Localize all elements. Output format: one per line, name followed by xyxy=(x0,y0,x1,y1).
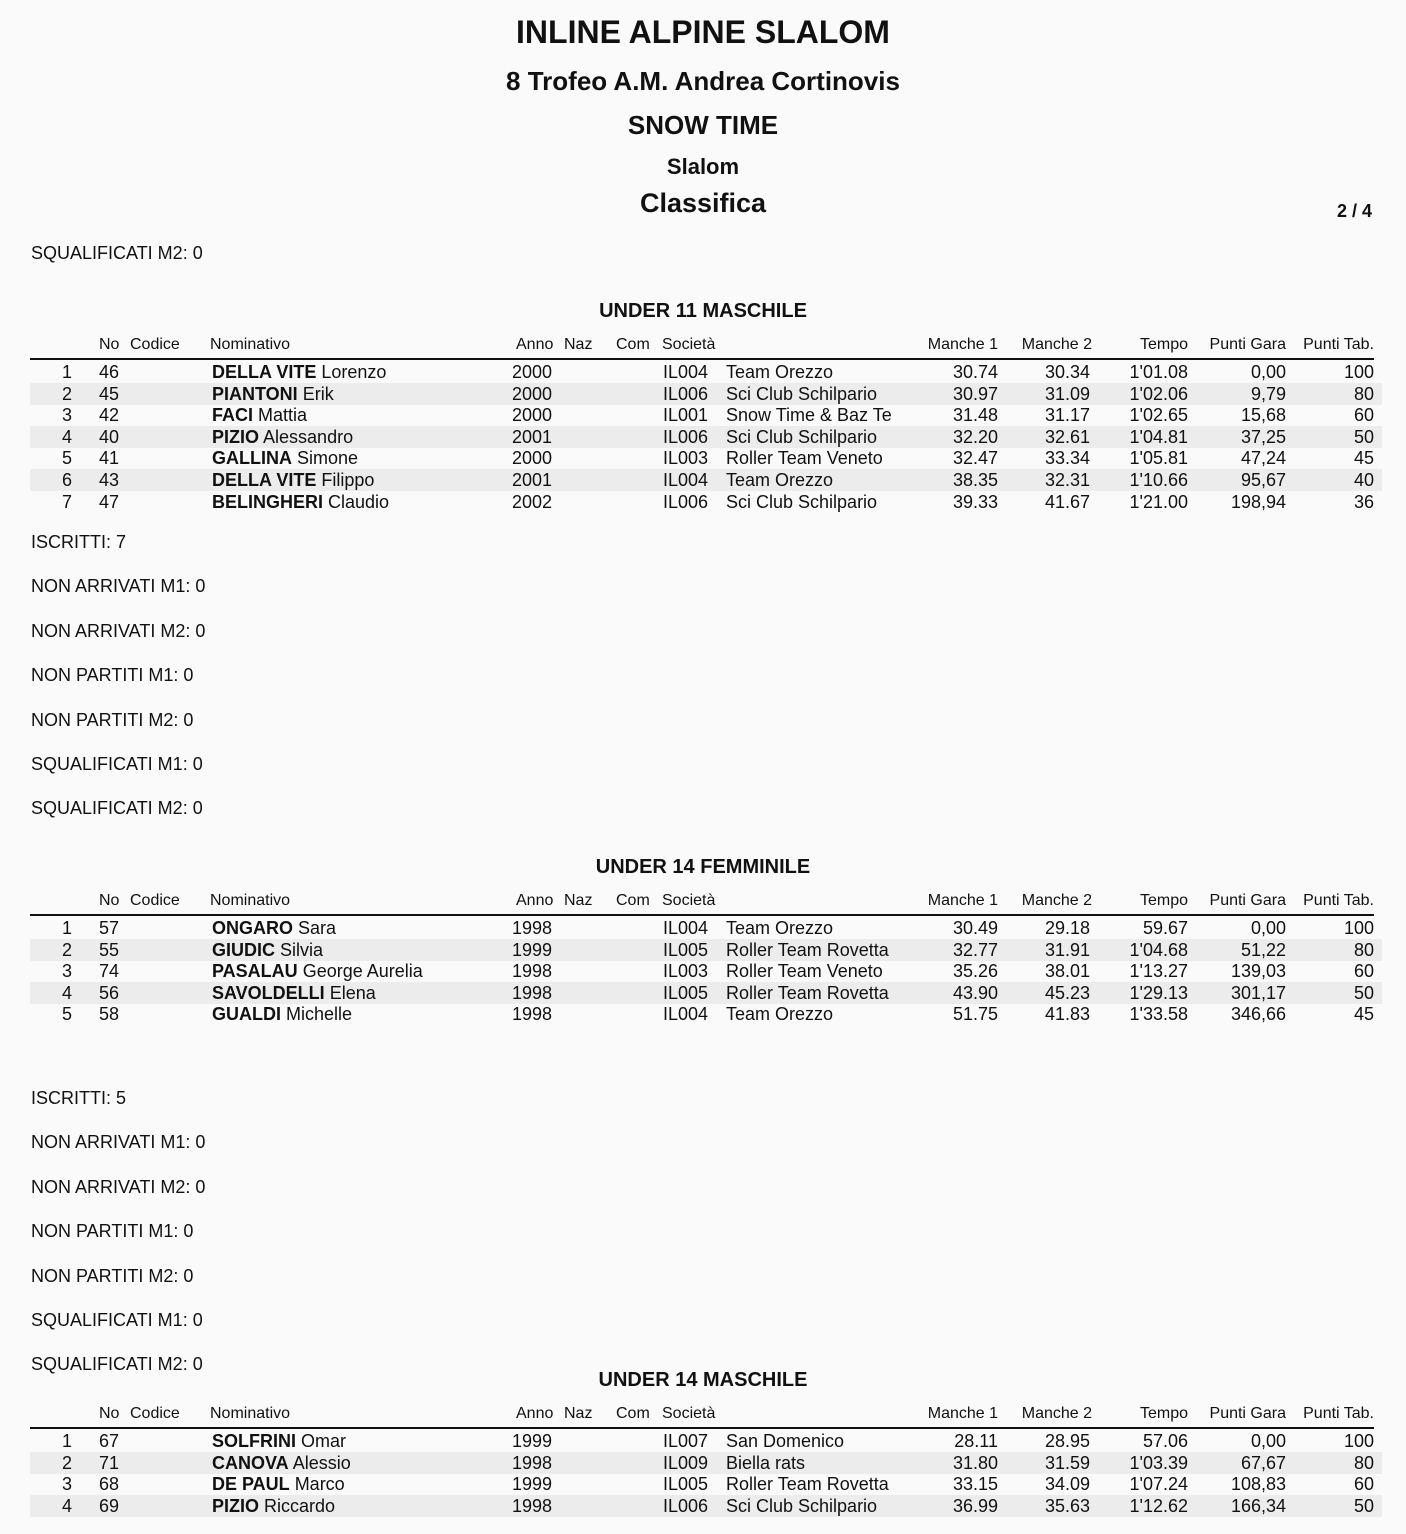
athlete-given-name: George Aurelia xyxy=(302,961,423,982)
summary-stat: SQUALIFICATI M2: 0 xyxy=(31,798,203,819)
rank-cell: 6 xyxy=(61,470,72,490)
run1-time-cell: 28.11 xyxy=(954,1431,998,1451)
run2-time-cell: 31.59 xyxy=(1044,1452,1090,1473)
column-header-punti-tab: Punti Tab. xyxy=(1303,892,1374,909)
athlete-given-name: Michelle xyxy=(286,1004,353,1025)
table-row xyxy=(30,361,1382,383)
bib-number-cell: 74 xyxy=(99,961,120,982)
total-time-cell: 1'13.27 xyxy=(1129,961,1188,982)
bib-number-cell: 68 xyxy=(99,1474,120,1495)
run2-time-cell: 31.91 xyxy=(1044,939,1090,960)
athlete-surname: PASALAU xyxy=(212,961,298,982)
summary-stat: NON PARTITI M2: 0 xyxy=(31,1265,194,1286)
run2-time-cell: 32.31 xyxy=(1044,470,1090,490)
athlete-surname: BELINGHERI xyxy=(212,491,324,512)
club-code-cell: IL007 xyxy=(663,1431,709,1451)
summary-stat: ISCRITTI: 7 xyxy=(31,532,127,552)
table-row xyxy=(30,1430,1382,1452)
column-header-societa: Società xyxy=(662,1405,716,1422)
birth-year-cell: 1998 xyxy=(512,1452,553,1473)
athlete-name-cell xyxy=(212,939,508,961)
table-row xyxy=(30,982,1382,1004)
club-name-cell: Biella rats xyxy=(726,1452,806,1473)
run2-time-cell: 34.09 xyxy=(1044,1474,1090,1495)
race-points-cell: 37,25 xyxy=(1240,426,1286,447)
athlete-name-cell xyxy=(212,1473,508,1495)
table-row xyxy=(30,469,1382,491)
birth-year-cell: 2001 xyxy=(512,426,553,447)
total-time-cell: 1'33.58 xyxy=(1129,1004,1188,1025)
rank-cell: 5 xyxy=(61,1004,72,1025)
race-points-cell: 346,66 xyxy=(1230,1004,1286,1025)
athlete-name-cell xyxy=(212,404,508,426)
column-header-no: No xyxy=(99,336,120,353)
run1-time-cell: 30.74 xyxy=(952,362,998,382)
club-code-cell: IL006 xyxy=(663,383,709,404)
run2-time-cell: 35.63 xyxy=(1044,1495,1090,1516)
table-row xyxy=(30,1473,1382,1495)
column-header-naz: Naz xyxy=(564,892,593,909)
total-time-cell: 57.06 xyxy=(1142,1431,1188,1451)
summary-stat: ISCRITTI: 5 xyxy=(31,1088,127,1108)
birth-year-cell: 2000 xyxy=(512,405,553,426)
athlete-surname: FACI xyxy=(212,405,254,426)
table-points-cell: 60 xyxy=(1353,1474,1374,1495)
column-header-anno: Anno xyxy=(516,892,554,909)
athlete-given-name: Claudio xyxy=(328,491,390,512)
athlete-given-name: Erik xyxy=(302,383,334,404)
club-name-cell: Team Orezzo xyxy=(726,362,834,382)
column-header-nominativo: Nominativo xyxy=(210,1405,291,1422)
race-points-cell: 51,22 xyxy=(1240,939,1286,960)
club-name-cell: Team Orezzo xyxy=(726,1004,834,1025)
athlete-surname: GUALDI xyxy=(212,1004,281,1025)
summary-stat: NON ARRIVATI M2: 0 xyxy=(31,1176,206,1197)
summary-stat: NON PARTITI M2: 0 xyxy=(31,709,194,730)
table-points-cell: 45 xyxy=(1353,448,1374,469)
club-name-cell: Sci Club Schilpario xyxy=(726,426,878,447)
column-header-societa: Società xyxy=(662,892,716,909)
run2-time-cell: 31.17 xyxy=(1044,405,1090,426)
summary-stat: SQUALIFICATI M1: 0 xyxy=(31,1310,203,1330)
column-header-m2: Manche 2 xyxy=(1021,336,1092,353)
table-row xyxy=(30,404,1382,426)
bib-number-cell: 40 xyxy=(99,426,120,447)
run1-time-cell: 38.35 xyxy=(952,470,998,490)
column-header-nominativo: Nominativo xyxy=(210,336,291,353)
race-points-cell: 139,03 xyxy=(1230,961,1286,982)
rank-cell: 4 xyxy=(61,982,72,1003)
athlete-name-cell xyxy=(212,361,508,383)
rank-cell: 4 xyxy=(61,426,72,447)
bib-number-cell: 42 xyxy=(99,405,120,426)
athlete-given-name: Riccardo xyxy=(264,1495,336,1516)
table-points-cell: 60 xyxy=(1353,961,1374,982)
bib-number-cell: 67 xyxy=(99,1431,120,1451)
birth-year-cell: 1998 xyxy=(512,1004,553,1025)
birth-year-cell: 1999 xyxy=(512,939,553,960)
table-points-cell: 50 xyxy=(1353,982,1374,1003)
race-points-cell: 301,17 xyxy=(1230,982,1286,1003)
table-header xyxy=(30,1403,1374,1429)
column-header-punti-tab: Punti Tab. xyxy=(1303,336,1374,353)
column-header-punti-gara: Punti Gara xyxy=(1209,892,1286,909)
athlete-surname: PIANTONI xyxy=(212,383,298,404)
bib-number-cell: 69 xyxy=(99,1495,120,1516)
athlete-given-name: Marco xyxy=(294,1474,345,1495)
birth-year-cell: 1998 xyxy=(512,918,553,938)
run1-time-cell: 51.75 xyxy=(952,1004,998,1025)
page-number: 2 / 4 xyxy=(1336,201,1372,221)
rank-cell: 2 xyxy=(61,383,72,404)
athlete-name-cell xyxy=(212,447,508,469)
club-code-cell: IL004 xyxy=(663,470,709,490)
club-code-cell: IL001 xyxy=(663,405,709,426)
summary-stat: SQUALIFICATI M1: 0 xyxy=(31,754,203,774)
run1-time-cell: 31.80 xyxy=(952,1452,998,1473)
club-name-cell: Sci Club Schilpario xyxy=(726,491,878,512)
table-row xyxy=(30,939,1382,961)
athlete-name-cell xyxy=(212,1003,508,1025)
race-points-cell: 47,24 xyxy=(1240,448,1286,469)
table-points-cell: 80 xyxy=(1353,383,1374,404)
run2-time-cell: 30.34 xyxy=(1044,362,1090,382)
run1-time-cell: 32.77 xyxy=(952,939,998,960)
club-code-cell: IL004 xyxy=(663,1004,709,1025)
table-row xyxy=(30,917,1382,939)
column-header-codice: Codice xyxy=(130,336,180,353)
bib-number-cell: 57 xyxy=(99,918,120,938)
bib-number-cell: 58 xyxy=(99,1004,120,1025)
club-name-cell: Snow Time & Baz Te xyxy=(726,405,892,426)
race-points-cell: 95,67 xyxy=(1240,470,1286,490)
club-name-cell: Roller Team Rovetta xyxy=(726,1474,889,1495)
column-header-punti-gara: Punti Gara xyxy=(1209,1405,1286,1422)
birth-year-cell: 2000 xyxy=(512,383,553,404)
club-code-cell: IL003 xyxy=(663,448,709,469)
column-header-punti-tab: Punti Tab. xyxy=(1303,1405,1374,1422)
athlete-surname: PIZIO xyxy=(212,1495,260,1516)
club-code-cell: IL005 xyxy=(663,939,709,960)
column-header-punti-gara: Punti Gara xyxy=(1209,336,1286,353)
summary-stat: NON PARTITI M1: 0 xyxy=(31,665,194,686)
athlete-name-cell xyxy=(212,1495,508,1517)
club-name-cell: Roller Team Rovetta xyxy=(726,939,889,960)
athlete-given-name: Alessio xyxy=(292,1452,351,1473)
column-header-codice: Codice xyxy=(130,1405,180,1422)
run1-time-cell: 36.99 xyxy=(952,1495,998,1516)
athlete-surname: DELLA VITE xyxy=(212,470,317,490)
athlete-name-cell xyxy=(212,1452,508,1474)
run1-time-cell: 33.15 xyxy=(952,1474,998,1495)
table-points-cell: 80 xyxy=(1353,939,1374,960)
rank-cell: 4 xyxy=(61,1495,72,1516)
total-time-cell: 1'05.81 xyxy=(1129,448,1188,469)
run2-time-cell: 29.18 xyxy=(1044,918,1090,938)
total-time-cell: 1'01.08 xyxy=(1129,362,1188,382)
organizer-name: SNOW TIME xyxy=(627,110,779,140)
birth-year-cell: 1998 xyxy=(512,982,553,1003)
rank-cell: 1 xyxy=(61,1431,72,1451)
rank-cell: 2 xyxy=(61,939,72,960)
run1-time-cell: 32.47 xyxy=(952,448,998,469)
athlete-name-cell xyxy=(212,491,508,513)
summary-stat: NON PARTITI M1: 0 xyxy=(31,1221,194,1242)
athlete-given-name: Lorenzo xyxy=(321,362,387,382)
discipline-name: Slalom xyxy=(666,154,740,179)
rank-cell: 1 xyxy=(61,362,72,382)
top-stat: SQUALIFICATI M2: 0 xyxy=(31,243,203,263)
table-points-cell: 100 xyxy=(1343,1431,1374,1451)
total-time-cell: 1'04.81 xyxy=(1129,426,1188,447)
rank-cell: 1 xyxy=(61,918,72,938)
column-header-naz: Naz xyxy=(564,336,593,353)
athlete-surname: SOLFRINI xyxy=(212,1431,296,1451)
table-row xyxy=(30,426,1382,448)
club-name-cell: Team Orezzo xyxy=(726,918,834,938)
athlete-surname: GALLINA xyxy=(212,448,292,469)
column-header-no: No xyxy=(99,1405,120,1422)
run2-time-cell: 33.34 xyxy=(1044,448,1090,469)
athlete-given-name: Alessandro xyxy=(263,426,354,447)
athlete-name-cell xyxy=(212,383,508,405)
birth-year-cell: 2001 xyxy=(512,470,553,490)
total-time-cell: 1'10.66 xyxy=(1129,470,1188,490)
total-time-cell: 59.67 xyxy=(1142,918,1188,938)
race-points-cell: 166,34 xyxy=(1230,1495,1286,1516)
birth-year-cell: 2000 xyxy=(512,448,553,469)
rank-cell: 3 xyxy=(61,961,72,982)
column-header-anno: Anno xyxy=(516,1405,554,1422)
rank-cell: 3 xyxy=(61,405,72,426)
race-points-cell: 0,00 xyxy=(1250,1431,1286,1451)
rank-cell: 2 xyxy=(61,1452,72,1473)
table-row xyxy=(30,447,1382,469)
table-points-cell: 45 xyxy=(1353,1004,1374,1025)
table-points-cell: 50 xyxy=(1353,426,1374,447)
run2-time-cell: 45.23 xyxy=(1044,982,1090,1003)
summary-stat: NON ARRIVATI M1: 0 xyxy=(31,1132,206,1153)
athlete-given-name: Sara xyxy=(298,918,337,938)
birth-year-cell: 1998 xyxy=(512,961,553,982)
table-points-cell: 100 xyxy=(1343,362,1374,382)
run1-time-cell: 39.33 xyxy=(952,491,998,512)
total-time-cell: 1'29.13 xyxy=(1129,982,1188,1003)
column-header-m2: Manche 2 xyxy=(1021,1405,1092,1422)
bib-number-cell: 45 xyxy=(99,383,120,404)
club-name-cell: Sci Club Schilpario xyxy=(726,383,878,404)
column-header-anno: Anno xyxy=(516,336,554,353)
club-code-cell: IL003 xyxy=(663,961,709,982)
column-header-m1: Manche 1 xyxy=(927,892,998,909)
total-time-cell: 1'21.00 xyxy=(1129,491,1188,512)
table-points-cell: 50 xyxy=(1353,1495,1374,1516)
run1-time-cell: 35.26 xyxy=(952,961,998,982)
race-points-cell: 0,00 xyxy=(1250,918,1286,938)
run1-time-cell: 30.97 xyxy=(952,383,998,404)
athlete-given-name: Silvia xyxy=(280,939,324,960)
athlete-name-cell xyxy=(212,469,508,491)
athlete-surname: CANOVA xyxy=(212,1452,289,1473)
summary-stat: SQUALIFICATI M2: 0 xyxy=(31,1354,203,1375)
column-header-m1: Manche 1 xyxy=(927,336,998,353)
bib-number-cell: 41 xyxy=(99,448,120,469)
column-header-nominativo: Nominativo xyxy=(210,892,291,909)
column-header-societa: Società xyxy=(662,336,716,353)
athlete-name-cell xyxy=(212,960,508,982)
athlete-given-name: Simone xyxy=(297,448,359,469)
document-type: Classifica xyxy=(639,188,767,218)
summary-stat: NON ARRIVATI M2: 0 xyxy=(31,620,206,641)
club-code-cell: IL009 xyxy=(663,1452,709,1473)
section-title: UNDER 11 MASCHILE xyxy=(599,300,807,322)
athlete-given-name: Mattia xyxy=(258,405,308,426)
bib-number-cell: 46 xyxy=(99,362,120,382)
table-row xyxy=(30,383,1382,405)
rank-cell: 3 xyxy=(61,1474,72,1495)
birth-year-cell: 1999 xyxy=(512,1431,553,1451)
rank-cell: 5 xyxy=(61,448,72,469)
run1-time-cell: 32.20 xyxy=(952,426,998,447)
run2-time-cell: 38.01 xyxy=(1044,961,1090,982)
club-name-cell: Team Orezzo xyxy=(726,470,834,490)
column-header-m2: Manche 2 xyxy=(1021,892,1092,909)
bib-number-cell: 47 xyxy=(99,491,120,512)
athlete-given-name: Omar xyxy=(301,1431,347,1451)
birth-year-cell: 2002 xyxy=(512,491,553,512)
table-row xyxy=(30,960,1382,982)
race-points-cell: 67,67 xyxy=(1240,1452,1286,1473)
column-header-com: Com xyxy=(616,892,650,909)
athlete-name-cell xyxy=(212,1430,508,1452)
table-row xyxy=(30,491,1382,513)
club-code-cell: IL004 xyxy=(663,362,709,382)
table-points-cell: 80 xyxy=(1353,1452,1374,1473)
total-time-cell: 1'02.06 xyxy=(1129,383,1188,404)
column-header-tempo: Tempo xyxy=(1139,892,1188,909)
bib-number-cell: 71 xyxy=(99,1452,120,1473)
athlete-surname: SAVOLDELLI xyxy=(212,982,325,1003)
run2-time-cell: 41.67 xyxy=(1044,491,1090,512)
column-header-tempo: Tempo xyxy=(1139,336,1188,353)
rank-cell: 7 xyxy=(61,491,72,512)
athlete-name-cell xyxy=(212,982,508,1004)
race-points-cell: 108,83 xyxy=(1230,1474,1286,1495)
event-subtitle: 8 Trofeo A.M. Andrea Cortinovis xyxy=(506,66,900,96)
run2-time-cell: 41.83 xyxy=(1044,1004,1090,1025)
athlete-surname: ONGARO xyxy=(212,918,293,938)
athlete-surname: GIUDIC xyxy=(212,939,275,960)
club-code-cell: IL006 xyxy=(663,491,709,512)
club-code-cell: IL004 xyxy=(663,918,709,938)
table-points-cell: 40 xyxy=(1353,470,1374,490)
run1-time-cell: 30.49 xyxy=(952,918,998,938)
race-points-cell: 15,68 xyxy=(1240,405,1286,426)
table-row xyxy=(30,1003,1382,1025)
bib-number-cell: 56 xyxy=(99,982,120,1003)
club-name-cell: Roller Team Rovetta xyxy=(726,982,889,1003)
event-title: INLINE ALPINE SLALOM xyxy=(516,14,890,50)
summary-stat: NON ARRIVATI M1: 0 xyxy=(31,576,206,597)
column-header-codice: Codice xyxy=(130,892,180,909)
table-points-cell: 36 xyxy=(1353,491,1374,512)
club-name-cell: Roller Team Veneto xyxy=(726,448,883,469)
club-code-cell: IL005 xyxy=(663,982,709,1003)
bib-number-cell: 55 xyxy=(99,939,120,960)
total-time-cell: 1'04.68 xyxy=(1129,939,1188,960)
column-header-com: Com xyxy=(616,1405,650,1422)
athlete-surname: DELLA VITE xyxy=(212,362,317,382)
run2-time-cell: 31.09 xyxy=(1044,383,1090,404)
bib-number-cell: 43 xyxy=(99,470,120,490)
section-title: UNDER 14 FEMMINILE xyxy=(595,856,811,878)
athlete-name-cell xyxy=(212,917,508,939)
athlete-surname: DE PAUL xyxy=(212,1474,290,1495)
athlete-surname: PIZIO xyxy=(212,426,260,447)
run2-time-cell: 32.61 xyxy=(1044,426,1090,447)
table-row xyxy=(30,1452,1382,1474)
athlete-given-name: Elena xyxy=(329,982,376,1003)
club-code-cell: IL006 xyxy=(663,1495,709,1516)
column-header-m1: Manche 1 xyxy=(927,1405,998,1422)
table-row xyxy=(30,1495,1382,1517)
race-points-cell: 9,79 xyxy=(1250,383,1286,404)
race-points-cell: 198,94 xyxy=(1230,491,1286,512)
column-header-com: Com xyxy=(616,336,650,353)
athlete-name-cell xyxy=(212,426,508,448)
section-title: UNDER 14 MASCHILE xyxy=(598,1369,808,1391)
club-name-cell: San Domenico xyxy=(726,1431,845,1451)
athlete-given-name: Filippo xyxy=(321,470,375,490)
club-code-cell: IL006 xyxy=(663,426,709,447)
birth-year-cell: 2000 xyxy=(512,362,553,382)
table-header xyxy=(30,890,1374,916)
club-code-cell: IL005 xyxy=(663,1474,709,1495)
run1-time-cell: 43.90 xyxy=(952,982,998,1003)
club-name-cell: Sci Club Schilpario xyxy=(726,1495,878,1516)
total-time-cell: 1'03.39 xyxy=(1129,1452,1188,1473)
table-points-cell: 100 xyxy=(1343,918,1374,938)
run1-time-cell: 31.48 xyxy=(952,405,998,426)
birth-year-cell: 1999 xyxy=(512,1474,553,1495)
total-time-cell: 1'12.62 xyxy=(1129,1495,1188,1516)
table-points-cell: 60 xyxy=(1353,405,1374,426)
table-header xyxy=(30,334,1374,360)
column-header-tempo: Tempo xyxy=(1139,1405,1188,1422)
column-header-naz: Naz xyxy=(564,1405,593,1422)
total-time-cell: 1'07.24 xyxy=(1129,1474,1188,1495)
birth-year-cell: 1998 xyxy=(512,1495,553,1516)
club-name-cell: Roller Team Veneto xyxy=(726,961,883,982)
run2-time-cell: 28.95 xyxy=(1044,1431,1090,1451)
column-header-no: No xyxy=(99,892,120,909)
total-time-cell: 1'02.65 xyxy=(1129,405,1188,426)
race-points-cell: 0,00 xyxy=(1250,362,1286,382)
